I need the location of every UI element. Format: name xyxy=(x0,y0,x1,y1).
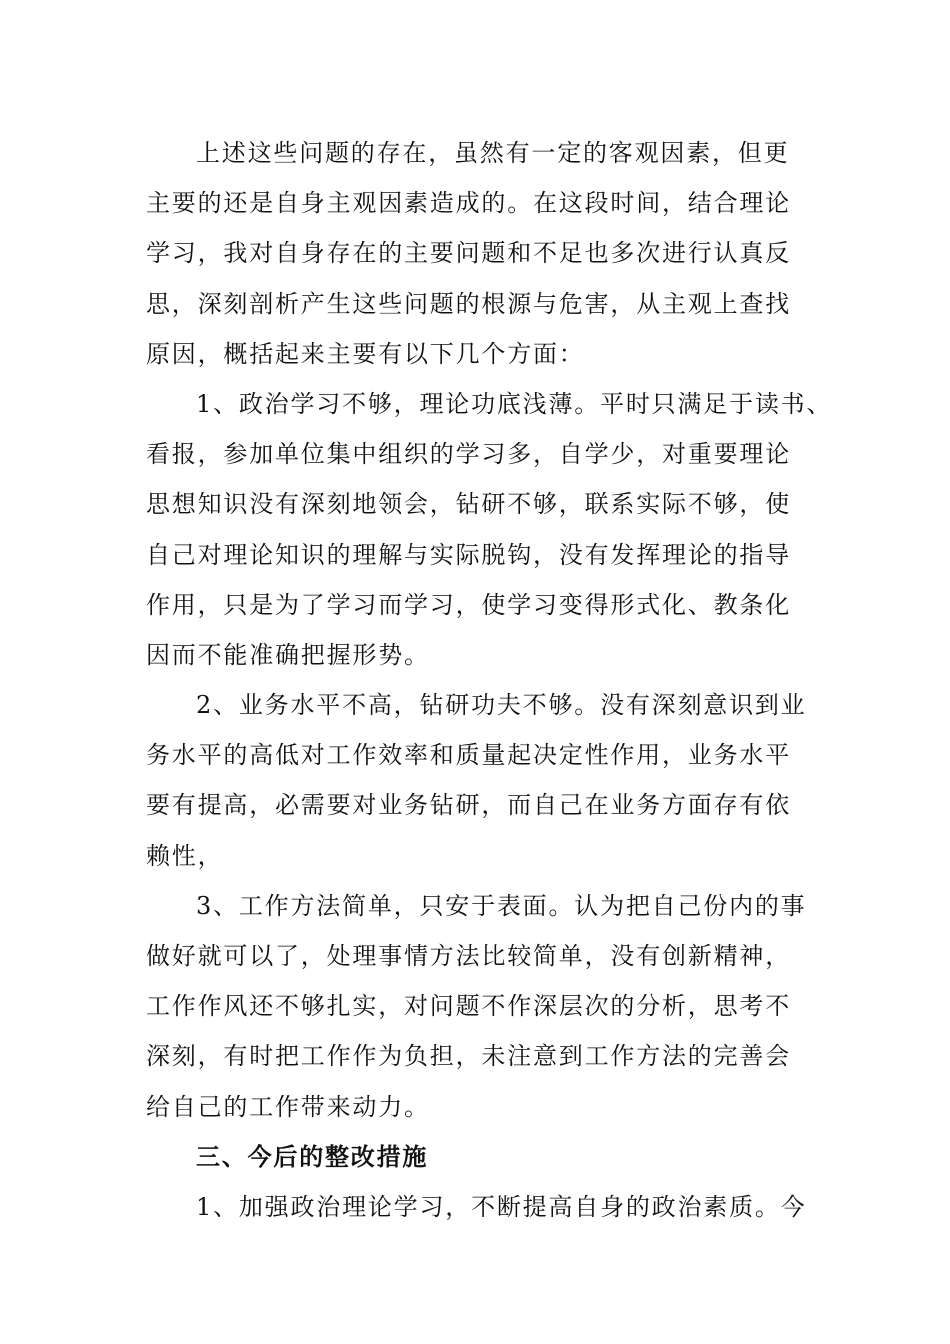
paragraph-line: 深刻，有时把工作作为负担，未注意到工作方法的完善会 xyxy=(146,1042,791,1071)
paragraph-line: 给自己的工作带来动力。 xyxy=(146,1092,430,1121)
paragraph-line: 自己对理论知识的理解与实际脱钩，没有发挥理论的指导 xyxy=(146,540,791,569)
paragraph-line: 要有提高，必需要对业务钻研，而自己在业务方面存有依 xyxy=(146,791,791,820)
paragraph-line: 思想知识没有深刻地领会，钻研不够，联系实际不够，使 xyxy=(146,490,791,519)
paragraph-line: 赖性， xyxy=(146,841,224,870)
section-heading: 三、今后的整改措施 xyxy=(196,1141,429,1171)
paragraph-line: 2、业务水平不高，钻研功夫不够。没有深刻意识到业 xyxy=(196,691,807,720)
paragraph-line: 上述这些问题的存在，虽然有一定的客观因素，但更 xyxy=(196,139,790,167)
paragraph-line: 做好就可以了，处理事情方法比较简单，没有创新精神， xyxy=(146,942,791,970)
paragraph-line: 作用，只是为了学习而学习，使学习变得形式化、教条化 xyxy=(146,590,791,619)
paragraph-line: 学习，我对自身存在的主要问题和不足也多次进行认真反 xyxy=(146,239,791,268)
paragraph-line: 1、政治学习不够，理论功底浅薄。平时只满足于读书、 xyxy=(196,389,833,418)
paragraph-line: 原因，概括起来主要有以下几个方面： xyxy=(146,339,585,368)
paragraph-line: 3、工作方法简单，只安于表面。认为把自己份内的事 xyxy=(196,891,807,920)
paragraph-line: 思，深刻剖析产生这些问题的根源与危害，从主观上查找 xyxy=(146,289,791,318)
paragraph-line: 务水平的高低对工作效率和质量起决定性作用，业务水平 xyxy=(146,741,791,770)
paragraph-line: 主要的还是自身主观因素造成的。在这段时间，结合理论 xyxy=(146,189,791,218)
paragraph-line: 工作作风还不够扎实，对问题不作深层次的分析，思考不 xyxy=(146,992,791,1021)
paragraph-line: 因而不能准确把握形势。 xyxy=(146,640,430,669)
document-body xyxy=(146,128,833,1232)
paragraph-line: 看报，参加单位集中组织的学习多，自学少，对重要理论 xyxy=(146,440,791,469)
paragraph-line: 1、加强政治理论学习，不断提高自身的政治素质。今 xyxy=(196,1192,807,1221)
